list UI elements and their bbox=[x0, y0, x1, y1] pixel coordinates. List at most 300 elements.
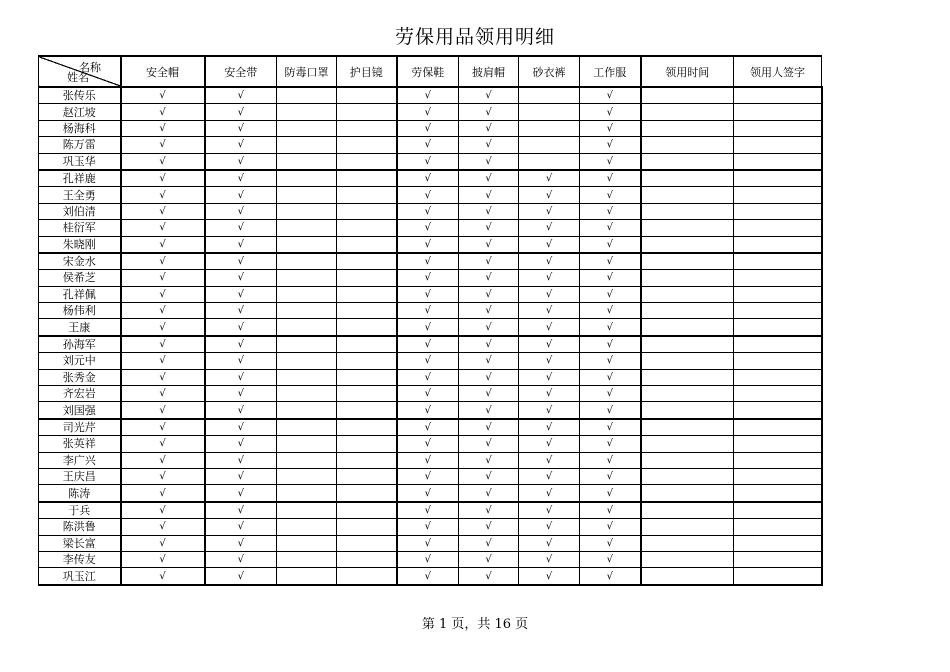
check-cell: √ bbox=[519, 551, 580, 567]
check-cell bbox=[734, 402, 822, 419]
employee-name-cell: 陈洪鲁 bbox=[39, 519, 121, 535]
check-cell bbox=[641, 551, 734, 567]
check-cell: √ bbox=[205, 270, 277, 286]
column-header: 安全带 bbox=[205, 56, 277, 87]
page-footer: 第 1 页，共 16 页 bbox=[421, 617, 529, 632]
employee-name-cell: 侯希芝 bbox=[39, 270, 121, 286]
check-cell bbox=[277, 369, 337, 385]
check-cell bbox=[337, 220, 397, 236]
check-cell: √ bbox=[459, 153, 519, 170]
check-cell: √ bbox=[121, 519, 205, 535]
check-cell: √ bbox=[459, 270, 519, 286]
check-cell: √ bbox=[121, 236, 205, 253]
employee-name-cell: 于兵 bbox=[39, 502, 121, 519]
employee-name-cell: 朱晓刚 bbox=[39, 236, 121, 253]
check-cell: √ bbox=[121, 153, 205, 170]
check-cell bbox=[337, 369, 397, 385]
check-cell: √ bbox=[121, 436, 205, 452]
check-cell: √ bbox=[580, 336, 641, 353]
column-header: 防毒口罩 bbox=[277, 56, 337, 87]
check-cell: √ bbox=[459, 436, 519, 452]
table-row bbox=[39, 551, 822, 567]
check-cell: √ bbox=[580, 170, 641, 187]
check-cell bbox=[734, 386, 822, 402]
check-cell bbox=[641, 535, 734, 551]
check-cell bbox=[277, 485, 337, 502]
check-cell bbox=[337, 203, 397, 219]
check-cell bbox=[337, 303, 397, 319]
check-cell bbox=[277, 137, 337, 153]
check-cell: √ bbox=[121, 568, 205, 585]
check-cell: √ bbox=[459, 502, 519, 519]
check-cell: √ bbox=[205, 137, 277, 153]
check-cell: √ bbox=[205, 253, 277, 270]
check-cell bbox=[734, 369, 822, 385]
check-cell bbox=[519, 137, 580, 153]
check-cell bbox=[337, 568, 397, 585]
check-cell: √ bbox=[205, 120, 277, 136]
check-cell bbox=[337, 485, 397, 502]
check-cell: √ bbox=[121, 87, 205, 104]
employee-name-cell: 陈万雷 bbox=[39, 137, 121, 153]
check-cell: √ bbox=[519, 402, 580, 419]
check-cell bbox=[641, 452, 734, 468]
check-cell: √ bbox=[397, 568, 459, 585]
check-cell: √ bbox=[580, 468, 641, 484]
check-cell bbox=[734, 153, 822, 170]
employee-name-cell: 桂衍军 bbox=[39, 220, 121, 236]
check-cell: √ bbox=[121, 220, 205, 236]
employee-name-cell: 张英祥 bbox=[39, 436, 121, 452]
employee-name-cell: 巩玉江 bbox=[39, 568, 121, 585]
check-cell: √ bbox=[205, 452, 277, 468]
employee-name-cell: 王康 bbox=[39, 319, 121, 336]
check-cell bbox=[337, 253, 397, 270]
check-cell bbox=[277, 568, 337, 585]
check-cell: √ bbox=[459, 535, 519, 551]
check-cell bbox=[337, 468, 397, 484]
check-cell: √ bbox=[397, 236, 459, 253]
check-cell bbox=[277, 436, 337, 452]
check-cell: √ bbox=[519, 286, 580, 302]
check-cell: √ bbox=[519, 303, 580, 319]
check-cell: √ bbox=[121, 253, 205, 270]
check-cell bbox=[277, 419, 337, 436]
check-cell: √ bbox=[459, 336, 519, 353]
check-cell: √ bbox=[121, 270, 205, 286]
check-cell: √ bbox=[205, 519, 277, 535]
check-cell: √ bbox=[580, 153, 641, 170]
employee-name-cell: 张秀金 bbox=[39, 369, 121, 385]
table-row bbox=[39, 336, 822, 353]
check-cell: √ bbox=[519, 319, 580, 336]
check-cell: √ bbox=[121, 203, 205, 219]
check-cell bbox=[337, 187, 397, 203]
check-cell: √ bbox=[397, 551, 459, 567]
check-cell: √ bbox=[519, 369, 580, 385]
check-cell bbox=[277, 170, 337, 187]
check-cell: √ bbox=[580, 236, 641, 253]
check-cell: √ bbox=[397, 120, 459, 136]
check-cell: √ bbox=[519, 336, 580, 353]
check-cell bbox=[641, 87, 734, 104]
check-cell: √ bbox=[580, 568, 641, 585]
check-cell: √ bbox=[580, 436, 641, 452]
check-cell: √ bbox=[397, 153, 459, 170]
employee-name-cell: 张传乐 bbox=[39, 87, 121, 104]
check-cell bbox=[734, 319, 822, 336]
table-row bbox=[39, 104, 822, 120]
supply-table bbox=[38, 55, 823, 586]
table-row bbox=[39, 319, 822, 336]
employee-name-cell: 李传友 bbox=[39, 551, 121, 567]
check-cell: √ bbox=[397, 419, 459, 436]
check-cell: √ bbox=[121, 419, 205, 436]
check-cell bbox=[277, 120, 337, 136]
check-cell bbox=[641, 369, 734, 385]
column-header: 领用人签字 bbox=[734, 56, 822, 87]
check-cell bbox=[337, 120, 397, 136]
table-row bbox=[39, 137, 822, 153]
employee-name-cell: 赵江坡 bbox=[39, 104, 121, 120]
check-cell: √ bbox=[580, 253, 641, 270]
table-row bbox=[39, 535, 822, 551]
check-cell bbox=[641, 468, 734, 484]
check-cell: √ bbox=[121, 319, 205, 336]
check-cell: √ bbox=[397, 519, 459, 535]
check-cell: √ bbox=[121, 104, 205, 120]
check-cell: √ bbox=[519, 419, 580, 436]
check-cell: √ bbox=[205, 303, 277, 319]
check-cell bbox=[641, 336, 734, 353]
check-cell bbox=[277, 452, 337, 468]
check-cell bbox=[734, 468, 822, 484]
check-cell bbox=[734, 170, 822, 187]
table-row bbox=[39, 303, 822, 319]
table-row bbox=[39, 502, 822, 519]
check-cell bbox=[734, 452, 822, 468]
check-cell bbox=[337, 535, 397, 551]
check-cell bbox=[641, 502, 734, 519]
check-cell: √ bbox=[580, 402, 641, 419]
employee-name-cell: 王全勇 bbox=[39, 187, 121, 203]
check-cell: √ bbox=[121, 452, 205, 468]
employee-name-cell: 齐宏岩 bbox=[39, 386, 121, 402]
check-cell: √ bbox=[580, 104, 641, 120]
check-cell: √ bbox=[205, 170, 277, 187]
check-cell: √ bbox=[121, 502, 205, 519]
check-cell bbox=[337, 551, 397, 567]
check-cell: √ bbox=[397, 104, 459, 120]
check-cell: √ bbox=[205, 104, 277, 120]
check-cell bbox=[277, 153, 337, 170]
check-cell bbox=[277, 220, 337, 236]
check-cell: √ bbox=[205, 468, 277, 484]
check-cell bbox=[277, 535, 337, 551]
check-cell bbox=[641, 236, 734, 253]
check-cell: √ bbox=[205, 551, 277, 567]
employee-name-cell: 刘伯清 bbox=[39, 203, 121, 219]
check-cell bbox=[277, 336, 337, 353]
employee-name-cell: 陈涛 bbox=[39, 485, 121, 502]
check-cell: √ bbox=[459, 319, 519, 336]
table-row bbox=[39, 153, 822, 170]
employee-name-cell: 巩玉华 bbox=[39, 153, 121, 170]
check-cell bbox=[734, 203, 822, 219]
check-cell bbox=[277, 187, 337, 203]
check-cell: √ bbox=[205, 87, 277, 104]
check-cell: √ bbox=[397, 369, 459, 385]
check-cell bbox=[734, 519, 822, 535]
check-cell: √ bbox=[580, 452, 641, 468]
check-cell bbox=[519, 120, 580, 136]
check-cell: √ bbox=[459, 203, 519, 219]
check-cell: √ bbox=[459, 353, 519, 369]
check-cell bbox=[641, 436, 734, 452]
check-cell bbox=[277, 502, 337, 519]
check-cell: √ bbox=[205, 419, 277, 436]
check-cell: √ bbox=[459, 551, 519, 567]
check-cell: √ bbox=[519, 170, 580, 187]
check-cell bbox=[641, 519, 734, 535]
check-cell: √ bbox=[121, 485, 205, 502]
check-cell bbox=[277, 253, 337, 270]
check-cell: √ bbox=[459, 468, 519, 484]
check-cell: √ bbox=[121, 468, 205, 484]
check-cell bbox=[641, 120, 734, 136]
check-cell bbox=[277, 87, 337, 104]
check-cell: √ bbox=[121, 386, 205, 402]
column-header: 安全帽 bbox=[121, 56, 205, 87]
check-cell: √ bbox=[121, 286, 205, 302]
check-cell bbox=[337, 170, 397, 187]
check-cell: √ bbox=[121, 187, 205, 203]
check-cell: √ bbox=[205, 203, 277, 219]
column-header: 披肩帽 bbox=[459, 56, 519, 87]
check-cell: √ bbox=[459, 104, 519, 120]
check-cell: √ bbox=[519, 436, 580, 452]
check-cell: √ bbox=[205, 319, 277, 336]
check-cell: √ bbox=[397, 468, 459, 484]
check-cell: √ bbox=[580, 519, 641, 535]
check-cell: √ bbox=[580, 319, 641, 336]
check-cell bbox=[641, 187, 734, 203]
check-cell bbox=[734, 568, 822, 585]
check-cell: √ bbox=[519, 452, 580, 468]
check-cell bbox=[734, 137, 822, 153]
check-cell: √ bbox=[459, 485, 519, 502]
check-cell bbox=[734, 436, 822, 452]
employee-name-cell: 王庆昌 bbox=[39, 468, 121, 484]
check-cell bbox=[641, 137, 734, 153]
check-cell: √ bbox=[397, 502, 459, 519]
check-cell: √ bbox=[205, 286, 277, 302]
check-cell: √ bbox=[459, 187, 519, 203]
employee-name-cell: 孙海军 bbox=[39, 336, 121, 353]
column-header: 领用时间 bbox=[641, 56, 734, 87]
check-cell: √ bbox=[397, 452, 459, 468]
check-cell bbox=[337, 137, 397, 153]
check-cell bbox=[734, 87, 822, 104]
check-cell bbox=[641, 386, 734, 402]
check-cell: √ bbox=[205, 220, 277, 236]
employee-name-cell: 刘元中 bbox=[39, 353, 121, 369]
employee-name-cell: 杨海科 bbox=[39, 120, 121, 136]
check-cell: √ bbox=[205, 535, 277, 551]
check-cell bbox=[734, 286, 822, 302]
check-cell bbox=[734, 419, 822, 436]
check-cell: √ bbox=[580, 187, 641, 203]
table-row bbox=[39, 402, 822, 419]
check-cell: √ bbox=[205, 436, 277, 452]
check-cell bbox=[641, 419, 734, 436]
check-cell: √ bbox=[121, 336, 205, 353]
check-cell: √ bbox=[205, 386, 277, 402]
check-cell: √ bbox=[397, 137, 459, 153]
check-cell: √ bbox=[459, 519, 519, 535]
check-cell bbox=[277, 551, 337, 567]
check-cell bbox=[734, 551, 822, 567]
check-cell: √ bbox=[519, 220, 580, 236]
check-cell: √ bbox=[397, 87, 459, 104]
check-cell bbox=[337, 236, 397, 253]
check-cell bbox=[641, 104, 734, 120]
check-cell bbox=[641, 253, 734, 270]
table-row bbox=[39, 170, 822, 187]
check-cell: √ bbox=[580, 485, 641, 502]
check-cell: √ bbox=[397, 187, 459, 203]
check-cell: √ bbox=[580, 120, 641, 136]
check-cell: √ bbox=[121, 120, 205, 136]
check-cell: √ bbox=[580, 137, 641, 153]
check-cell bbox=[641, 319, 734, 336]
table-row bbox=[39, 468, 822, 484]
check-cell: √ bbox=[205, 568, 277, 585]
check-cell: √ bbox=[459, 120, 519, 136]
check-cell bbox=[337, 519, 397, 535]
column-header: 砂衣裤 bbox=[519, 56, 580, 87]
check-cell: √ bbox=[519, 468, 580, 484]
check-cell: √ bbox=[121, 303, 205, 319]
check-cell bbox=[277, 104, 337, 120]
check-cell bbox=[641, 170, 734, 187]
check-cell bbox=[641, 153, 734, 170]
check-cell bbox=[641, 220, 734, 236]
check-cell: √ bbox=[580, 419, 641, 436]
check-cell: √ bbox=[580, 286, 641, 302]
page-title: 劳保用品领用明细 bbox=[394, 26, 555, 48]
table-row bbox=[39, 220, 822, 236]
check-cell bbox=[519, 153, 580, 170]
check-cell: √ bbox=[397, 286, 459, 302]
check-cell bbox=[337, 336, 397, 353]
check-cell: √ bbox=[580, 535, 641, 551]
check-cell: √ bbox=[519, 253, 580, 270]
check-cell: √ bbox=[580, 353, 641, 369]
check-cell bbox=[337, 87, 397, 104]
check-cell: √ bbox=[205, 369, 277, 385]
check-cell: √ bbox=[519, 519, 580, 535]
check-cell: √ bbox=[459, 137, 519, 153]
check-cell bbox=[337, 452, 397, 468]
check-cell bbox=[277, 519, 337, 535]
check-cell bbox=[641, 203, 734, 219]
check-cell: √ bbox=[205, 153, 277, 170]
check-cell: √ bbox=[121, 551, 205, 567]
check-cell bbox=[641, 303, 734, 319]
table-row bbox=[39, 286, 822, 302]
check-cell bbox=[337, 502, 397, 519]
check-cell: √ bbox=[459, 170, 519, 187]
check-cell bbox=[734, 353, 822, 369]
table-row bbox=[39, 203, 822, 219]
table-row bbox=[39, 386, 822, 402]
employee-name-cell: 宋金水 bbox=[39, 253, 121, 270]
table-body bbox=[39, 87, 822, 585]
check-cell bbox=[277, 386, 337, 402]
check-cell bbox=[734, 236, 822, 253]
check-cell: √ bbox=[397, 402, 459, 419]
table-row bbox=[39, 519, 822, 535]
check-cell: √ bbox=[397, 220, 459, 236]
check-cell: √ bbox=[459, 253, 519, 270]
check-cell bbox=[337, 419, 397, 436]
check-cell: √ bbox=[459, 452, 519, 468]
check-cell: √ bbox=[121, 535, 205, 551]
check-cell: √ bbox=[121, 353, 205, 369]
check-cell bbox=[519, 104, 580, 120]
corner-header-cell bbox=[39, 56, 121, 87]
check-cell bbox=[277, 270, 337, 286]
employee-name-cell: 孔祥佩 bbox=[39, 286, 121, 302]
check-cell: √ bbox=[121, 369, 205, 385]
check-cell: √ bbox=[397, 270, 459, 286]
corner-label-name: 姓名 bbox=[67, 71, 89, 84]
check-cell: √ bbox=[519, 535, 580, 551]
check-cell: √ bbox=[580, 551, 641, 567]
check-cell bbox=[277, 353, 337, 369]
check-cell bbox=[641, 286, 734, 302]
check-cell: √ bbox=[580, 220, 641, 236]
table-row bbox=[39, 187, 822, 203]
check-cell bbox=[337, 319, 397, 336]
column-header: 劳保鞋 bbox=[397, 56, 459, 87]
check-cell: √ bbox=[121, 170, 205, 187]
check-cell: √ bbox=[121, 137, 205, 153]
table-row bbox=[39, 419, 822, 436]
table-row bbox=[39, 436, 822, 452]
check-cell: √ bbox=[397, 336, 459, 353]
table-row bbox=[39, 270, 822, 286]
check-cell: √ bbox=[459, 303, 519, 319]
check-cell bbox=[641, 270, 734, 286]
check-cell: √ bbox=[459, 286, 519, 302]
check-cell: √ bbox=[459, 568, 519, 585]
check-cell bbox=[277, 203, 337, 219]
column-header: 工作服 bbox=[580, 56, 641, 87]
check-cell: √ bbox=[459, 220, 519, 236]
check-cell: √ bbox=[580, 369, 641, 385]
table-row bbox=[39, 353, 822, 369]
check-cell bbox=[337, 402, 397, 419]
check-cell: √ bbox=[580, 386, 641, 402]
check-cell bbox=[337, 353, 397, 369]
check-cell bbox=[734, 104, 822, 120]
check-cell: √ bbox=[397, 485, 459, 502]
check-cell bbox=[641, 353, 734, 369]
column-header: 护目镜 bbox=[337, 56, 397, 87]
check-cell bbox=[337, 436, 397, 452]
